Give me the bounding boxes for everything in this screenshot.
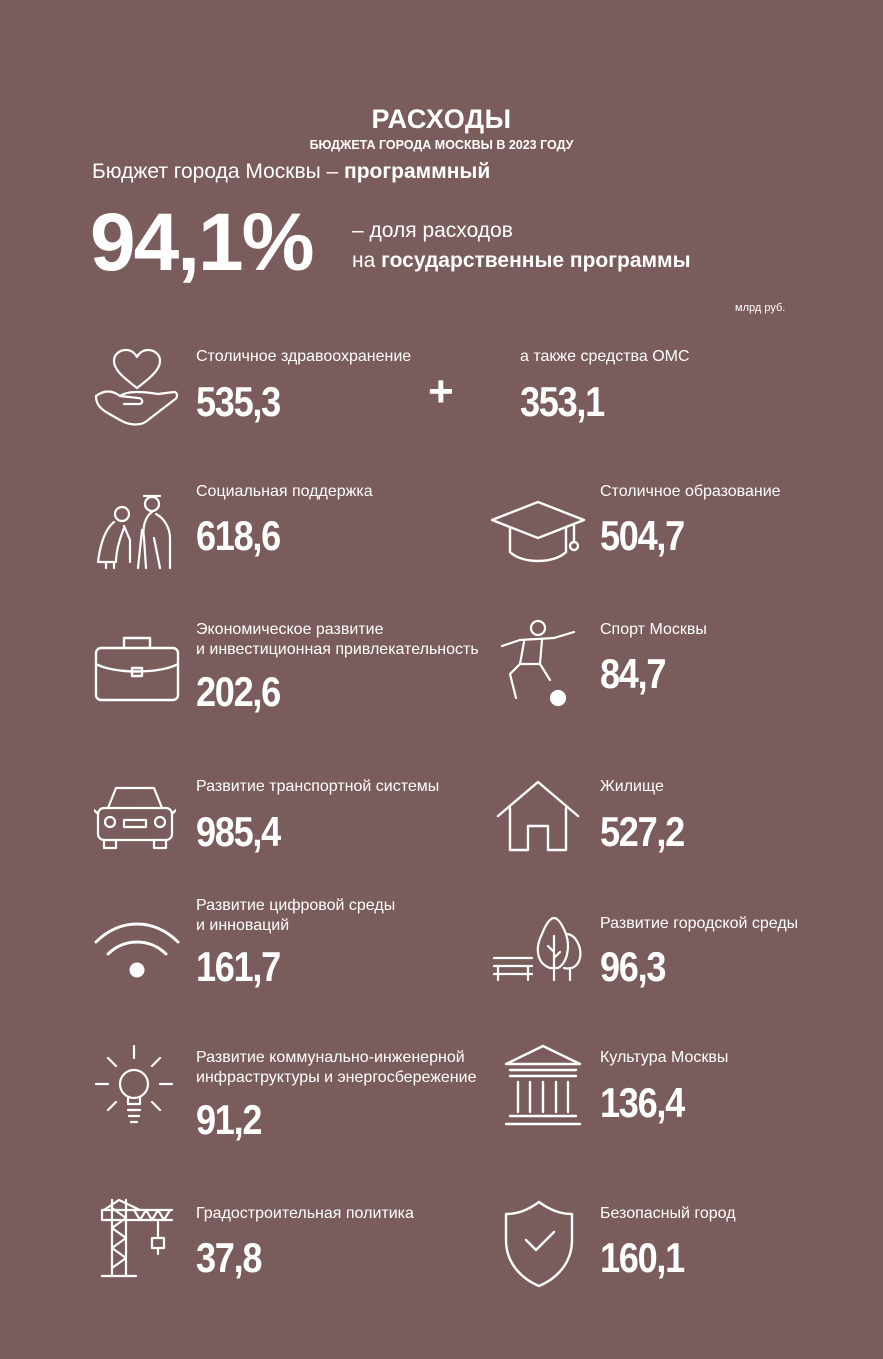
item-value: 37,8 <box>196 1234 262 1281</box>
item-label-line: Развитие цифровой среды <box>196 897 396 914</box>
item-value: 136,4 <box>600 1079 684 1126</box>
item-value: 202,6 <box>196 668 280 715</box>
share-desc-line1: – доля расходов <box>352 219 513 242</box>
share-desc-line2 <box>352 249 691 273</box>
item-label <box>196 620 479 660</box>
item-label <box>196 1048 476 1088</box>
item-label: Развитие транспортной системы <box>196 778 440 795</box>
lead-text <box>92 160 490 184</box>
heart-hand-icon <box>94 346 180 432</box>
item-label-line: Экономическое развитие <box>196 621 384 638</box>
share-desc-prefix: на <box>352 249 382 272</box>
item-label-line: и инвестиционная привлекательность <box>196 641 479 658</box>
item-label: Жилище <box>600 778 664 795</box>
crane-icon <box>100 1198 174 1280</box>
item-label: Столичное образование <box>600 483 781 500</box>
item-label: Культура Москвы <box>600 1049 729 1066</box>
plus-sign: + <box>428 367 454 416</box>
item-value: 618,6 <box>196 512 280 559</box>
item-label: Развитие городской среды <box>600 915 799 932</box>
share-desc-bold: государственные программы <box>381 249 691 272</box>
bench-tree-icon <box>492 914 584 984</box>
graduation-cap-icon <box>488 498 588 564</box>
item-label: Спорт Москвы <box>600 621 707 638</box>
item-value: 985,4 <box>196 808 280 855</box>
football-player-icon <box>498 618 580 710</box>
elderly-couple-icon <box>94 490 180 572</box>
lightbulb-icon <box>94 1044 174 1130</box>
item-label: Градостроительная политика <box>196 1205 414 1222</box>
wifi-icon <box>92 916 182 982</box>
item-value: 353,1 <box>520 378 604 425</box>
item-label: Столичное здравоохранение <box>196 348 412 365</box>
shield-check-icon <box>504 1200 574 1288</box>
item-label: Безопасный город <box>600 1205 736 1222</box>
page-title: РАСХОДЫ <box>371 104 512 134</box>
item-value: 160,1 <box>600 1234 684 1281</box>
item-value: 96,3 <box>600 943 666 990</box>
item-value: 527,2 <box>600 808 684 855</box>
item-value: 91,2 <box>196 1096 262 1143</box>
museum-icon <box>504 1044 582 1128</box>
unit-label: млрд руб. <box>735 302 786 314</box>
item-value: 535,3 <box>196 378 280 425</box>
item-value: 504,7 <box>600 512 684 559</box>
item-label <box>196 896 395 936</box>
item-label-line: инфраструктуры и энергосбережение <box>196 1069 477 1086</box>
page-subtitle: БЮДЖЕТА ГОРОДА МОСКВЫ В 2023 ГОДУ <box>309 138 574 152</box>
briefcase-icon <box>94 634 180 704</box>
lead-text-plain: Бюджет города Москвы – <box>92 160 345 183</box>
item-label: а также средства ОМС <box>520 348 690 365</box>
house-icon <box>496 780 580 854</box>
item-value: 84,7 <box>600 650 666 697</box>
item-label-line: и инноваций <box>196 917 290 934</box>
item-value: 161,7 <box>196 943 280 990</box>
share-value: 94,1% <box>90 197 313 288</box>
item-label-line: Развитие коммунально-инженерной <box>196 1049 465 1066</box>
lead-text-bold: программный <box>344 160 491 183</box>
item-label: Социальная поддержка <box>196 483 373 500</box>
car-icon <box>94 782 176 852</box>
